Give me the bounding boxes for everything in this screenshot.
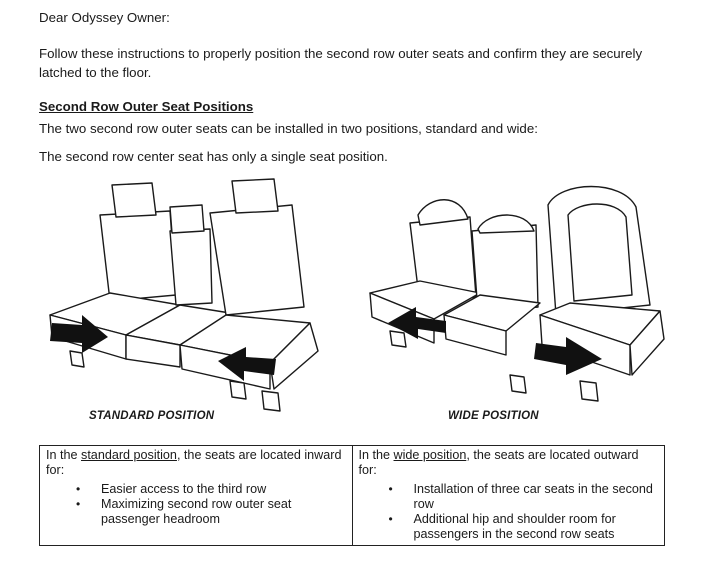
lead-before: In the <box>358 448 394 462</box>
standard-position-cell <box>40 446 353 546</box>
wide-position-cell <box>352 446 665 546</box>
list-item <box>76 482 346 497</box>
intro-paragraph: Follow these instructions to properly position the second row outer seats and confirm they are securely latched to the floor. <box>39 46 643 80</box>
list-item <box>76 497 346 527</box>
standard-position-term: standard position <box>81 448 177 462</box>
lead-before: In the <box>46 448 82 462</box>
standard-position-caption: STANDARD POSITION <box>89 410 215 422</box>
wide-cell-lead <box>359 448 659 478</box>
list-item <box>388 482 659 512</box>
positions-description: The two second row outer seats can be installed in two positions, standard and wide: <box>39 121 538 136</box>
bullet-icon: • <box>388 512 393 526</box>
lead-after: , the seats are located inward for: <box>46 448 342 477</box>
list-item-text: Installation of three car seats in the second row <box>413 482 653 511</box>
wide-benefits-list <box>359 482 659 542</box>
list-item <box>388 512 659 542</box>
wide-position-caption: WIDE POSITION <box>448 410 539 422</box>
greeting: Dear Odyssey Owner: <box>39 10 170 25</box>
list-item-text: Maximizing second row outer seat passenger headroom <box>101 497 292 526</box>
bullet-icon: • <box>388 482 393 496</box>
lead-after: , the seats are located outward for: <box>358 448 639 477</box>
section-heading: Second Row Outer Seat Positions <box>39 99 254 114</box>
standard-cell-lead <box>46 448 346 478</box>
bullet-icon: • <box>76 482 81 496</box>
bullet-icon: • <box>76 497 81 511</box>
list-item-text: Easier access to the third row <box>101 482 267 496</box>
center-seat-note: The second row center seat has only a single seat position. <box>39 149 388 164</box>
wide-position-term: wide position <box>393 448 467 462</box>
standard-benefits-list <box>46 482 346 527</box>
position-comparison-table <box>39 445 665 546</box>
standard-position-illustration <box>30 175 355 437</box>
wide-position-illustration <box>360 175 685 437</box>
list-item-text: Additional hip and shoulder room for passengers in the second row seats <box>413 512 616 541</box>
